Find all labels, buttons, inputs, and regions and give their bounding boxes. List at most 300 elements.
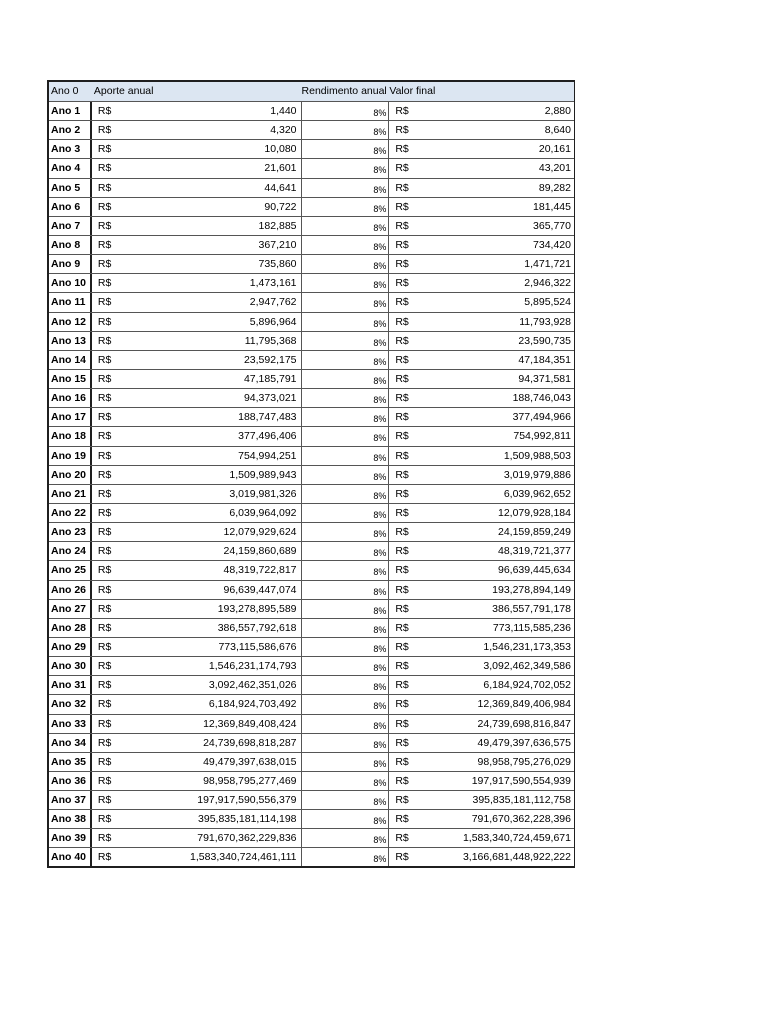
year-cell[interactable]: Ano 12: [49, 313, 92, 331]
aporte-cell[interactable]: [92, 581, 302, 599]
final-value: 94,371,581: [518, 372, 571, 385]
final-value-cell[interactable]: [389, 102, 574, 120]
currency-symbol: R$: [97, 640, 112, 653]
year-cell[interactable]: Ano 22: [49, 504, 92, 522]
aporte-cell[interactable]: [92, 159, 302, 177]
rate-cell[interactable]: 8%: [302, 561, 390, 579]
final-value-cell[interactable]: [389, 236, 574, 254]
rate-cell[interactable]: 8%: [302, 179, 390, 197]
aporte-value: 44,641: [264, 181, 297, 194]
aporte-cell[interactable]: [92, 447, 302, 465]
year-cell[interactable]: Ano 17: [49, 408, 92, 426]
final-value-cell[interactable]: [389, 581, 574, 599]
rate-cell[interactable]: 8%: [302, 121, 390, 139]
currency-symbol: R$: [395, 774, 409, 787]
year-cell[interactable]: Ano 34: [49, 734, 92, 752]
currency-symbol: R$: [97, 487, 112, 500]
final-value-cell[interactable]: [389, 293, 574, 311]
table-row: [49, 121, 574, 140]
aporte-value: 6,184,924,703,492: [208, 698, 297, 711]
aporte-cell[interactable]: [92, 676, 302, 694]
aporte-value: 773,115,586,676: [218, 640, 297, 653]
aporte-cell[interactable]: [92, 255, 302, 273]
aporte-value: 24,739,698,818,287: [203, 736, 297, 749]
aporte-value: 1,509,989,943: [229, 468, 297, 481]
header-valor-final-cell[interactable]: [389, 82, 574, 101]
aporte-value: 12,369,849,408,424: [203, 717, 297, 730]
currency-symbol: R$: [395, 487, 409, 500]
final-value-cell[interactable]: [389, 370, 574, 388]
year-cell[interactable]: Ano 10: [49, 274, 92, 292]
currency-symbol: R$: [395, 736, 409, 749]
rate-cell[interactable]: 8%: [302, 408, 390, 426]
table-row: [49, 657, 574, 676]
table-row: [49, 581, 574, 600]
final-value: 20,161: [538, 143, 571, 156]
currency-symbol: R$: [395, 660, 409, 673]
year-cell[interactable]: Ano 2: [49, 121, 92, 139]
final-value-cell[interactable]: [389, 408, 574, 426]
aporte-value: 3,019,981,326: [229, 487, 297, 500]
rate-cell[interactable]: 8%: [302, 447, 390, 465]
currency-symbol: R$: [97, 736, 112, 749]
currency-symbol: R$: [97, 832, 112, 845]
final-value-cell[interactable]: [389, 351, 574, 369]
header-row: [49, 82, 574, 102]
currency-symbol: R$: [97, 526, 112, 539]
currency-symbol: R$: [395, 621, 409, 634]
currency-symbol: R$: [395, 143, 409, 156]
aporte-cell[interactable]: [92, 102, 302, 120]
final-value-cell[interactable]: [389, 542, 574, 560]
table-row: [49, 734, 574, 753]
final-value-cell[interactable]: [389, 810, 574, 828]
currency-symbol: R$: [395, 392, 409, 405]
currency-symbol: R$: [97, 143, 112, 156]
table-row: [49, 236, 574, 255]
header-rendimento[interactable]: Rendimento anual: [301, 85, 387, 97]
final-value: 6,184,924,702,052: [483, 679, 571, 692]
rate-cell[interactable]: 8%: [302, 600, 390, 618]
final-value-cell[interactable]: [389, 485, 574, 503]
aporte-value: 47,185,791: [243, 372, 297, 385]
currency-symbol: R$: [395, 258, 409, 271]
year-cell[interactable]: Ano 3: [49, 140, 92, 158]
aporte-value: 1,473,161: [249, 277, 297, 290]
year-cell[interactable]: Ano 37: [49, 791, 92, 809]
final-value: 365,770: [533, 219, 571, 232]
currency-symbol: R$: [97, 545, 112, 558]
final-value-cell[interactable]: [389, 753, 574, 771]
rate-cell[interactable]: 8%: [302, 159, 390, 177]
aporte-cell[interactable]: [92, 217, 302, 235]
table-row: [49, 753, 574, 772]
aporte-cell[interactable]: [92, 140, 302, 158]
year-cell[interactable]: Ano 25: [49, 561, 92, 579]
currency-symbol: R$: [395, 526, 409, 539]
rate-cell[interactable]: 8%: [302, 466, 390, 484]
currency-symbol: R$: [97, 181, 112, 194]
aporte-cell[interactable]: [92, 485, 302, 503]
table-row: [49, 791, 574, 810]
year-cell[interactable]: Ano 26: [49, 581, 92, 599]
final-value: 98,958,795,276,029: [477, 755, 571, 768]
currency-symbol: R$: [97, 124, 112, 137]
currency-symbol: R$: [395, 162, 409, 175]
spreadsheet-table: [47, 80, 575, 868]
rate-cell[interactable]: 8%: [302, 772, 390, 790]
aporte-cell[interactable]: [92, 600, 302, 618]
year-cell[interactable]: Ano 6: [49, 198, 92, 216]
rate-cell[interactable]: 8%: [302, 829, 390, 847]
rate-cell[interactable]: 8%: [302, 523, 390, 541]
table-row: [49, 447, 574, 466]
rate-cell[interactable]: 8%: [302, 313, 390, 331]
year-cell[interactable]: Ano 23: [49, 523, 92, 541]
rate-cell[interactable]: 8%: [302, 389, 390, 407]
aporte-cell[interactable]: [92, 370, 302, 388]
aporte-cell[interactable]: [92, 829, 302, 847]
year-cell[interactable]: Ano 11: [49, 293, 92, 311]
final-value-cell[interactable]: [389, 332, 574, 350]
currency-symbol: R$: [97, 162, 112, 175]
currency-symbol: R$: [395, 679, 409, 692]
aporte-value: 791,670,362,229,836: [197, 832, 297, 845]
aporte-cell[interactable]: [92, 753, 302, 771]
currency-symbol: R$: [97, 296, 112, 309]
year-cell[interactable]: Ano 32: [49, 695, 92, 713]
currency-symbol: R$: [395, 315, 409, 328]
currency-symbol: R$: [97, 468, 112, 481]
aporte-cell[interactable]: [92, 427, 302, 445]
year-cell[interactable]: Ano 7: [49, 217, 92, 235]
table-row: [49, 217, 574, 236]
aporte-cell[interactable]: [92, 695, 302, 713]
table-row: [49, 427, 574, 446]
final-value-cell[interactable]: [389, 772, 574, 790]
aporte-value: 98,958,795,277,469: [203, 774, 297, 787]
aporte-cell[interactable]: [92, 351, 302, 369]
final-value-cell[interactable]: [389, 561, 574, 579]
aporte-cell[interactable]: [92, 504, 302, 522]
final-value-cell[interactable]: [389, 427, 574, 445]
aporte-cell[interactable]: [92, 772, 302, 790]
aporte-cell[interactable]: [92, 389, 302, 407]
rate-cell[interactable]: 8%: [302, 293, 390, 311]
table-row: [49, 561, 574, 580]
year-cell[interactable]: Ano 30: [49, 657, 92, 675]
final-value-cell[interactable]: [389, 217, 574, 235]
aporte-cell[interactable]: [92, 121, 302, 139]
rate-cell[interactable]: 8%: [302, 638, 390, 656]
table-row: [49, 313, 574, 332]
year-cell[interactable]: Ano 16: [49, 389, 92, 407]
year-cell[interactable]: Ano 40: [49, 848, 92, 865]
rate-cell[interactable]: 8%: [302, 695, 390, 713]
aporte-cell[interactable]: [92, 198, 302, 216]
currency-symbol: R$: [395, 564, 409, 577]
final-value: 8,640: [544, 124, 571, 137]
final-value-cell[interactable]: [389, 676, 574, 694]
final-value: 2,880: [544, 105, 571, 117]
rate-cell[interactable]: 8%: [302, 810, 390, 828]
aporte-cell[interactable]: [92, 810, 302, 828]
year-cell[interactable]: Ano 21: [49, 485, 92, 503]
aporte-cell[interactable]: [92, 638, 302, 656]
rate-cell[interactable]: 8%: [302, 236, 390, 254]
rate-cell[interactable]: 8%: [302, 542, 390, 560]
final-value-cell[interactable]: [389, 848, 574, 865]
year-cell[interactable]: Ano 4: [49, 159, 92, 177]
final-value-cell[interactable]: [389, 657, 574, 675]
rate-cell[interactable]: 8%: [302, 791, 390, 809]
currency-symbol: R$: [395, 583, 409, 596]
aporte-cell[interactable]: [92, 715, 302, 733]
rate-cell[interactable]: 8%: [302, 848, 390, 865]
final-value-cell[interactable]: [389, 159, 574, 177]
aporte-value: 3,092,462,351,026: [208, 679, 297, 692]
currency-symbol: R$: [395, 813, 409, 826]
final-value: 11,793,928: [519, 315, 571, 328]
table-row: [49, 466, 574, 485]
aporte-value: 182,885: [258, 219, 297, 232]
aporte-value: 188,747,483: [238, 411, 297, 424]
final-value: 791,670,362,228,396: [471, 813, 571, 826]
table-row: [49, 370, 574, 389]
final-value-cell[interactable]: [389, 466, 574, 484]
currency-symbol: R$: [395, 717, 409, 730]
aporte-value: 386,557,792,618: [217, 621, 297, 634]
rate-cell[interactable]: 8%: [302, 217, 390, 235]
year-cell[interactable]: Ano 33: [49, 715, 92, 733]
aporte-cell[interactable]: [92, 408, 302, 426]
final-value-cell[interactable]: [389, 638, 574, 656]
final-value: 23,590,735: [518, 334, 571, 347]
aporte-value: 21,601: [264, 162, 297, 175]
table-row: [49, 848, 574, 867]
currency-symbol: R$: [97, 813, 112, 826]
final-value-cell[interactable]: [389, 829, 574, 847]
year-cell[interactable]: Ano 28: [49, 619, 92, 637]
year-cell[interactable]: Ano 9: [49, 255, 92, 273]
aporte-value: 90,722: [264, 200, 297, 213]
aporte-value: 754,994,251: [238, 449, 297, 462]
rate-cell[interactable]: 8%: [302, 715, 390, 733]
year-cell[interactable]: Ano 5: [49, 179, 92, 197]
final-value-cell[interactable]: [389, 619, 574, 637]
header-aporte-cell[interactable]: [92, 82, 302, 101]
final-value-cell[interactable]: [389, 313, 574, 331]
year-cell[interactable]: Ano 13: [49, 332, 92, 350]
currency-symbol: R$: [395, 430, 409, 443]
aporte-cell[interactable]: [92, 236, 302, 254]
rate-cell[interactable]: 8%: [302, 332, 390, 350]
currency-symbol: R$: [97, 621, 112, 634]
rate-cell[interactable]: 8%: [302, 619, 390, 637]
final-value-cell[interactable]: [389, 695, 574, 713]
aporte-value: 94,373,021: [243, 392, 297, 405]
final-value: 3,092,462,349,586: [483, 660, 571, 673]
year-cell[interactable]: Ano 8: [49, 236, 92, 254]
year-cell[interactable]: Ano 18: [49, 427, 92, 445]
year-cell[interactable]: Ano 35: [49, 753, 92, 771]
table-row: [49, 179, 574, 198]
aporte-value: 1,583,340,724,461,111: [190, 851, 297, 864]
final-value-cell[interactable]: [389, 140, 574, 158]
rate-cell[interactable]: 8%: [302, 581, 390, 599]
final-value: 89,282: [538, 181, 571, 194]
currency-symbol: R$: [97, 698, 112, 711]
table-row: [49, 542, 574, 561]
table-row: [49, 715, 574, 734]
final-value: 5,895,524: [524, 296, 571, 309]
final-value: 12,369,849,406,984: [477, 698, 571, 711]
table-row: [49, 638, 574, 657]
currency-symbol: R$: [97, 794, 112, 807]
final-value-cell[interactable]: [389, 198, 574, 216]
currency-symbol: R$: [97, 660, 112, 673]
table-row: [49, 274, 574, 293]
year-cell[interactable]: Ano 31: [49, 676, 92, 694]
final-value: 3,166,681,448,922,222: [462, 851, 571, 864]
aporte-cell[interactable]: [92, 657, 302, 675]
final-value: 193,278,894,149: [492, 583, 571, 596]
rate-cell[interactable]: 8%: [302, 140, 390, 158]
currency-symbol: R$: [97, 449, 112, 462]
rate-cell[interactable]: 8%: [302, 657, 390, 675]
final-value-cell[interactable]: [389, 179, 574, 197]
aporte-value: 48,319,722,817: [223, 564, 297, 577]
year-cell[interactable]: Ano 38: [49, 810, 92, 828]
rate-cell[interactable]: 8%: [302, 734, 390, 752]
aporte-value: 2,947,762: [249, 296, 297, 309]
aporte-cell[interactable]: [92, 274, 302, 292]
aporte-value: 367,210: [258, 238, 297, 251]
table-row: [49, 829, 574, 848]
table-row: [49, 676, 574, 695]
final-value: 24,739,698,816,847: [477, 717, 571, 730]
year-cell[interactable]: Ano 19: [49, 447, 92, 465]
aporte-cell[interactable]: [92, 523, 302, 541]
aporte-cell[interactable]: [92, 619, 302, 637]
year-cell[interactable]: Ano 14: [49, 351, 92, 369]
table-row: [49, 523, 574, 542]
final-value-cell[interactable]: [389, 274, 574, 292]
currency-symbol: R$: [97, 851, 112, 864]
currency-symbol: R$: [395, 832, 409, 845]
year-cell[interactable]: Ano 1: [49, 102, 92, 120]
currency-symbol: R$: [97, 315, 112, 328]
aporte-cell[interactable]: [92, 734, 302, 752]
year-cell[interactable]: Ano 29: [49, 638, 92, 656]
year-cell[interactable]: Ano 27: [49, 600, 92, 618]
currency-symbol: R$: [395, 640, 409, 653]
year-cell[interactable]: Ano 20: [49, 466, 92, 484]
currency-symbol: R$: [395, 334, 409, 347]
aporte-cell[interactable]: [92, 179, 302, 197]
final-value-cell[interactable]: [389, 504, 574, 522]
final-value-cell[interactable]: [389, 791, 574, 809]
final-value: 197,917,590,554,939: [471, 774, 571, 787]
table-row: [49, 810, 574, 829]
rate-cell[interactable]: 8%: [302, 274, 390, 292]
aporte-value: 197,917,590,556,379: [197, 794, 297, 807]
final-value-cell[interactable]: [389, 389, 574, 407]
final-value: 48,319,721,377: [497, 545, 571, 558]
table-row: [49, 293, 574, 312]
aporte-value: 23,592,175: [243, 353, 297, 366]
final-value: 181,445: [533, 200, 571, 213]
rate-cell[interactable]: 8%: [302, 753, 390, 771]
currency-symbol: R$: [97, 334, 112, 347]
year-cell[interactable]: Ano 15: [49, 370, 92, 388]
rate-cell[interactable]: 8%: [302, 676, 390, 694]
rate-cell[interactable]: 8%: [302, 370, 390, 388]
final-value: 773,115,585,236: [492, 621, 571, 634]
table-row: [49, 600, 574, 619]
aporte-cell[interactable]: [92, 848, 302, 865]
currency-symbol: R$: [395, 238, 409, 251]
final-value-cell[interactable]: [389, 523, 574, 541]
aporte-value: 24,159,860,689: [223, 545, 297, 558]
rate-cell[interactable]: 8%: [302, 351, 390, 369]
currency-symbol: R$: [97, 717, 112, 730]
final-value-cell[interactable]: [389, 734, 574, 752]
year-cell[interactable]: Ano 36: [49, 772, 92, 790]
aporte-value: 5,896,964: [249, 315, 297, 328]
aporte-cell[interactable]: [92, 542, 302, 560]
aporte-cell[interactable]: [92, 791, 302, 809]
year-cell[interactable]: Ano 39: [49, 829, 92, 847]
aporte-cell[interactable]: [92, 561, 302, 579]
aporte-value: 1,440: [270, 105, 297, 117]
final-value: 1,583,340,724,459,671: [462, 832, 571, 845]
aporte-value: 6,039,964,092: [229, 506, 297, 519]
rate-cell[interactable]: 8%: [302, 504, 390, 522]
final-value-cell[interactable]: [389, 121, 574, 139]
final-value: 754,992,811: [513, 430, 571, 443]
final-value: 386,557,791,178: [492, 602, 571, 615]
currency-symbol: R$: [97, 258, 112, 271]
currency-symbol: R$: [395, 372, 409, 385]
final-value-cell[interactable]: [389, 715, 574, 733]
final-value-cell[interactable]: [389, 255, 574, 273]
currency-symbol: R$: [395, 296, 409, 309]
table-row: [49, 695, 574, 714]
final-value-cell[interactable]: [389, 600, 574, 618]
rate-cell[interactable]: 8%: [302, 255, 390, 273]
currency-symbol: R$: [395, 468, 409, 481]
rate-cell[interactable]: 8%: [302, 102, 390, 120]
aporte-cell[interactable]: [92, 293, 302, 311]
aporte-cell[interactable]: [92, 313, 302, 331]
final-value-cell[interactable]: [389, 447, 574, 465]
rate-cell[interactable]: 8%: [302, 427, 390, 445]
rate-cell[interactable]: 8%: [302, 485, 390, 503]
year-cell[interactable]: Ano 24: [49, 542, 92, 560]
currency-symbol: R$: [395, 181, 409, 194]
rate-cell[interactable]: 8%: [302, 198, 390, 216]
currency-symbol: R$: [395, 449, 409, 462]
aporte-cell[interactable]: [92, 332, 302, 350]
header-year[interactable]: Ano 0: [51, 85, 79, 97]
aporte-value: 193,278,895,589: [217, 602, 297, 615]
final-value: 1,471,721: [524, 258, 571, 271]
currency-symbol: R$: [395, 353, 409, 366]
aporte-value: 10,080: [264, 143, 297, 156]
aporte-cell[interactable]: [92, 466, 302, 484]
currency-symbol: R$: [97, 564, 112, 577]
